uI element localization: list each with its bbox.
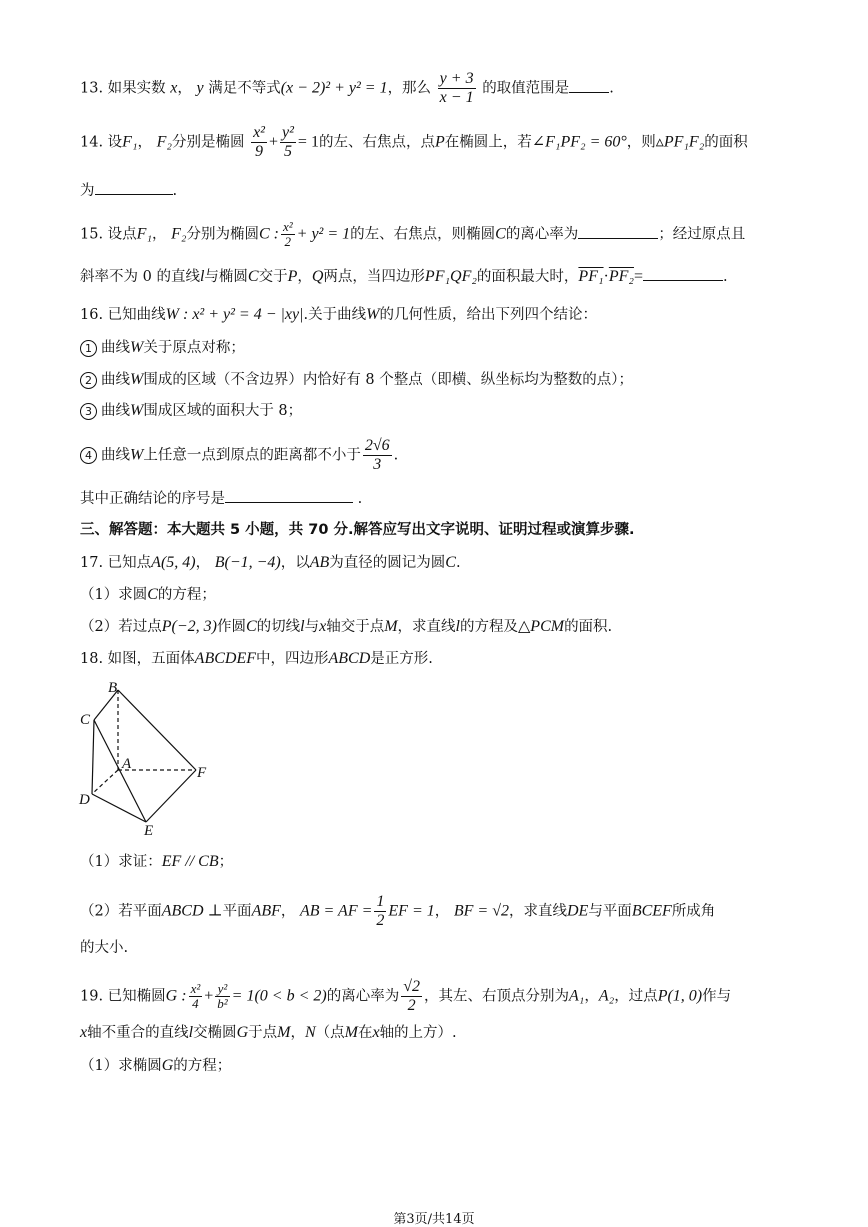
page-footer: 第3页/共14页 [393, 1212, 475, 1227]
q16-number: 16. [80, 307, 104, 323]
label-D: D [79, 792, 90, 808]
q15-answer-blank-1 [578, 224, 658, 239]
question-19-line2: x轴不重合的直线l交椭圆G于点M，N（点M在x轴的上方）. [80, 1024, 457, 1041]
question-14-line2: 为 . [80, 180, 177, 201]
q16-option-3: 3 曲线W围成区域的面积大于 8； [80, 401, 302, 421]
q14-answer-blank [95, 180, 173, 195]
label-A: A [122, 756, 132, 772]
q18-number: 18. [80, 651, 104, 667]
section-3-heading: 三、解答题：本大题共 5 小题，共 70 分.解答应写出文字说明、证明过程或演算步骤. [80, 522, 635, 538]
question-18: 18. 如图，五面体ABCDEF中，四边形ABCD是正方形. [80, 650, 433, 667]
q18-part-2-line2: 的大小. [80, 940, 129, 956]
label-B: B [108, 680, 118, 696]
q18-part-2: （2）若平面ABCD ⊥平面ABF， AB = AF = $\frac{1}{2}$ EF = 1， BF = √2，求直线DE与平面BCEF所成角 [80, 893, 716, 929]
q15-answer-blank-2 [643, 266, 723, 281]
edge-DE [92, 794, 146, 822]
q14-number: 14. [80, 134, 104, 151]
question-15: 15. 设点F₁， F₂分别为椭圆C : $\frac{\text{x²}}{2}$ + y² = 1的左、右焦点，则椭圆C的离心率为 ；经过原点且 [80, 219, 746, 249]
q13-condition: (x − 2)² + y² = 1 [280, 79, 388, 97]
q19-part-1: （1）求椭圆G的方程； [80, 1057, 232, 1074]
question-14: 14. 设F₁， F₂分别是椭圆 $\frac{\text{x²}}{9}$ + $\frac{\text{y²}}{5}$ = 1的左、右焦点，点P在椭圆上，若∠F₁PF₂ = 60°，则▵PF₁F₂的面积 [80, 124, 748, 160]
q18-part-1: （1）求证：EF // CB； [80, 853, 234, 870]
question-13: 13. 如果实数 x， y 满足不等式(x − 2)² + y² = 1，那么 $\frac{y + 3}{x - 1}$ 的取值范围是 . [80, 70, 614, 106]
question-19: 19. 已知椭圆G : $\frac{\text{x²}}{4}$ + $\frac{\text{y²}}{\text{b²}}$ = 1(0 < b < 2)的离心率为 $\frac{√2}{2}$ ，其左、右顶点分别为A₁，A₂，过点P(1, 0)作与 [80, 978, 732, 1014]
pentahedron-figure [76, 676, 226, 838]
label-F: F [197, 765, 207, 781]
question-17: 17. 已知点A(5, 4)， B(−1, −4)，以AB为直径的圆记为圆C. [80, 554, 461, 571]
q13-number: 13. [80, 80, 104, 97]
edge-AD [92, 770, 118, 794]
q16-option-1: 1 曲线W关于原点对称； [80, 338, 245, 358]
question-15-line2: 斜率不为 0 的直线l与椭圆C交于P，Q两点，当四边形PF₁QF₂的面积最大时，PF₁·PF₂= . [80, 268, 728, 285]
q15-number: 15. [80, 226, 104, 243]
label-C: C [80, 712, 91, 728]
q17-part-2: （2）若过点P(−2, 3)作圆C的切线l与x轴交于点M，求直线l的方程及△PCM的面积. [80, 618, 613, 635]
q17-part-1: （1）求圆C的方程； [80, 586, 216, 603]
question-16: 16. 已知曲线W : x² + y² = 4 − |xy|.关于曲线W的几何性质，给出下列四个结论： [80, 306, 597, 323]
q16-answer-line: 其中正确结论的序号是 . [80, 488, 362, 509]
q17-number: 17. [80, 555, 104, 571]
q16-option-4: 4 曲线W上任意一点到原点的距离都不小于 $\frac{2√6}{3}$ . [80, 437, 398, 474]
label-E: E [144, 823, 154, 838]
q13-fraction: $\frac{y + 3}{x - 1}$ [439, 70, 474, 106]
q16-answer-blank [225, 488, 353, 503]
q13-answer-blank [569, 78, 609, 93]
edge-CE [94, 720, 146, 822]
edge-CD [92, 720, 94, 794]
edge-EF [146, 770, 196, 822]
q16-option-2: 2 曲线W围成的区域（不含边界）内恰好有 8 个整点（即横、纵坐标均为整数的点）； [80, 370, 633, 390]
q19-number: 19. [80, 988, 104, 1005]
